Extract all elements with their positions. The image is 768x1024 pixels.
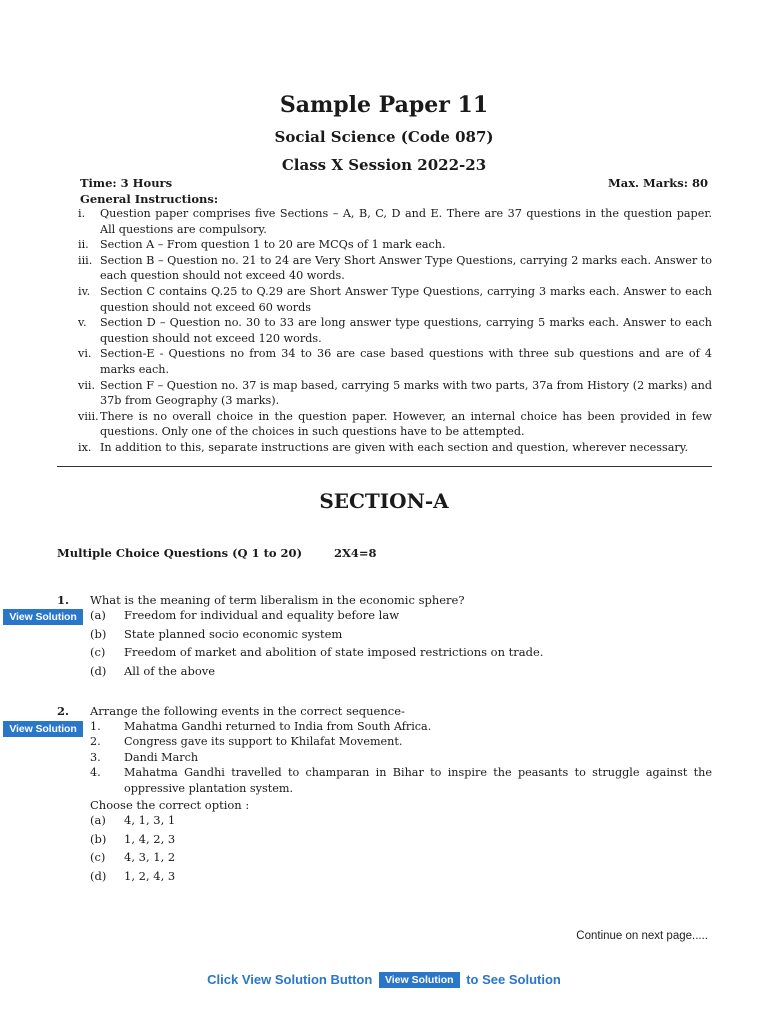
time-allowed: Time: 3 Hours <box>80 176 173 190</box>
question-options <box>90 811 175 885</box>
instruction-text: Section F – Question no. 37 is map based, carrying 5 marks with two parts, 37a from History (2 marks) and 37b from Geography (3 marks). <box>100 378 712 408</box>
option-key: (c) <box>90 645 106 659</box>
event-text: Congress gave its support to Khilafat Movement. <box>124 735 403 749</box>
instruction-item <box>78 237 712 253</box>
instruction-item <box>78 346 712 377</box>
event-text: Mahatma Gandhi travelled to champaran in Bihar to inspire the peasants to struggle against the oppressive plantation system. <box>124 766 712 795</box>
mcq-marks: 2X4=8 <box>334 546 377 560</box>
instruction-number: iv. <box>78 284 91 298</box>
option-item <box>90 662 543 681</box>
question-number: 2. <box>57 704 70 718</box>
instruction-item <box>78 253 712 284</box>
event-number: 4. <box>90 766 101 780</box>
paper-title: Sample Paper 11 <box>279 92 489 118</box>
event-number: 2. <box>90 735 101 749</box>
paper-subject: Social Science (Code 087) <box>274 128 494 146</box>
footer-text-after: to See Solution <box>466 972 561 987</box>
section-title: SECTION-A <box>319 489 449 513</box>
option-item <box>90 811 175 830</box>
question-options <box>90 606 543 680</box>
option-text: 1, 2, 4, 3 <box>124 868 176 883</box>
footer-cta <box>0 972 768 988</box>
instruction-number: vii. <box>78 378 96 392</box>
option-key: (a) <box>90 813 106 827</box>
instruction-text: Section-E - Questions no from 34 to 36 are case based questions with three sub questions and are of 4 marks each. <box>100 347 712 376</box>
event-item <box>90 765 712 796</box>
paper-class-session: Class X Session 2022-23 <box>281 156 487 174</box>
option-item <box>90 830 175 849</box>
instruction-number: iii. <box>78 253 93 267</box>
view-solution-button[interactable]: View Solution <box>3 609 83 625</box>
footer-text-before: Click View Solution Button <box>207 972 373 987</box>
option-item <box>90 625 543 644</box>
horizontal-divider <box>57 466 712 467</box>
choose-option-prompt: Choose the correct option : <box>90 798 250 812</box>
question-text: What is the meaning of term liberalism in the economic sphere? <box>90 593 465 607</box>
event-item <box>90 750 712 765</box>
instruction-text: There is no overall choice in the question paper. However, an internal choice has been provided in few questions. Only one of the choices in such questions have to be attempted. <box>100 409 712 439</box>
instruction-item <box>78 409 712 440</box>
option-text: 4, 3, 1, 2 <box>124 850 176 864</box>
instruction-text: Section B – Question no. 21 to 24 are Very Short Answer Type Questions, carrying 2 marks each. Answer to each question should not exceed 40 words. <box>100 253 712 283</box>
option-item <box>90 867 175 886</box>
instruction-item <box>78 440 712 456</box>
option-text: Freedom for individual and equality before law <box>124 608 400 622</box>
instruction-number: ii. <box>78 238 89 252</box>
option-text: 4, 1, 3, 1 <box>124 813 176 827</box>
option-key: (c) <box>90 850 106 864</box>
instruction-number: i. <box>78 207 86 220</box>
footer-view-solution-button[interactable]: View Solution <box>379 972 460 988</box>
general-instructions-list <box>78 206 712 456</box>
instruction-text: Section D – Question no. 30 to 33 are long answer type questions, carrying 5 marks each. Answer to each question should not exceed 120 words. <box>100 316 712 345</box>
question-text: Arrange the following events in the correct sequence- <box>90 704 405 718</box>
event-item <box>90 734 712 749</box>
max-marks: Max. Marks: 80 <box>608 176 708 190</box>
option-item <box>90 606 543 625</box>
option-key: (d) <box>90 868 107 883</box>
event-text: Dandi March <box>124 750 199 764</box>
option-text: All of the above <box>124 663 216 678</box>
instruction-text: Section A – From question 1 to 20 are MCQs of 1 mark each. <box>100 238 446 252</box>
event-text: Mahatma Gandhi returned to India from South Africa. <box>124 720 432 733</box>
instruction-item <box>78 315 712 346</box>
instruction-number: ix. <box>78 440 92 454</box>
option-key: (b) <box>90 831 107 846</box>
instruction-number: v. <box>78 316 87 330</box>
instruction-item <box>78 284 712 315</box>
option-key: (b) <box>90 626 107 641</box>
option-key: (a) <box>90 608 106 622</box>
mcq-label: Multiple Choice Questions (Q 1 to 20) <box>57 546 303 560</box>
event-item <box>90 719 712 734</box>
option-text: State planned socio economic system <box>124 626 343 641</box>
option-text: Freedom of market and abolition of state imposed restrictions on trade. <box>124 645 544 659</box>
instructions-heading: General Instructions: <box>80 192 219 206</box>
event-number: 1. <box>90 720 101 733</box>
instruction-number: viii. <box>78 409 99 423</box>
instruction-text: In addition to this, separate instructions are given with each section and question, wherever necessary. <box>100 440 689 454</box>
question-number: 1. <box>57 593 70 607</box>
instruction-text: Question paper comprises five Sections – A, B, C, D and E. There are 37 questions in the question paper. All questions are compulsory. <box>100 207 712 236</box>
continue-note: Continue on next page..... <box>576 930 708 942</box>
option-item <box>90 848 175 867</box>
option-key: (d) <box>90 663 107 678</box>
instruction-item <box>78 206 712 237</box>
instruction-text: Section C contains Q.25 to Q.29 are Short Answer Type Questions, carrying 3 marks each. Answer to each question should not exceed 60 words <box>100 284 712 314</box>
option-item <box>90 643 543 662</box>
instruction-number: vi. <box>78 347 92 361</box>
option-text: 1, 4, 2, 3 <box>124 831 176 846</box>
instruction-item <box>78 378 712 409</box>
event-number: 3. <box>90 750 101 764</box>
event-list <box>90 719 712 796</box>
view-solution-button[interactable]: View Solution <box>3 721 83 737</box>
